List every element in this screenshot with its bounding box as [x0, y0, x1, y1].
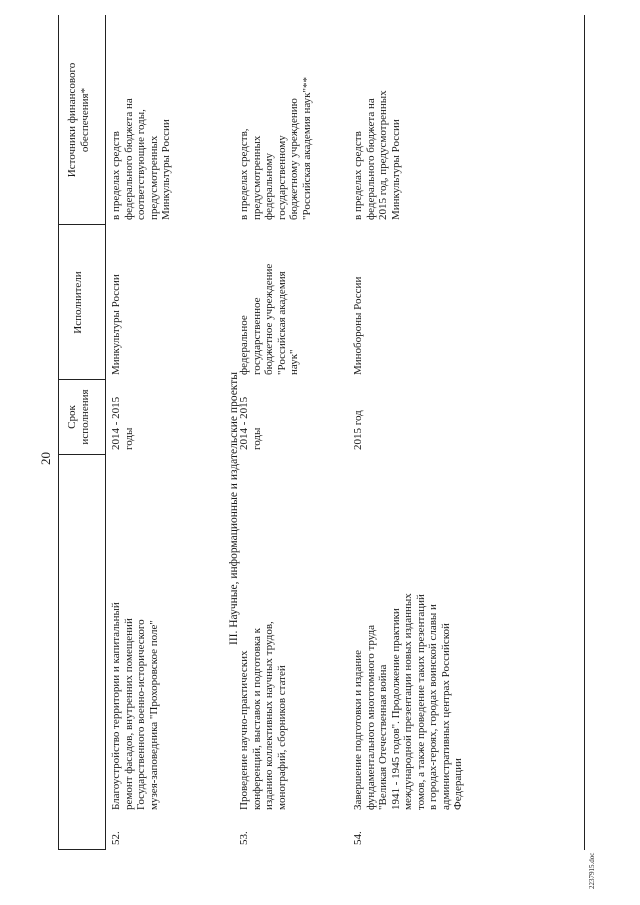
- row-term: 2014 - 2015 годы: [110, 396, 135, 450]
- row-executor: федеральное государственное бюджетное учреждение "Российская академия наук": [238, 263, 300, 375]
- row-term: 2015 год: [352, 410, 364, 450]
- header-sources: Источники финансового обеспечения*: [66, 62, 91, 178]
- row-number: 53.: [238, 831, 250, 845]
- col-divider: [58, 454, 105, 455]
- col-divider: [58, 849, 105, 850]
- section-title: III. Научные, информационные и издательские проекты: [228, 372, 240, 645]
- row-executor: Минкультуры России: [110, 274, 122, 375]
- row-source: в пределах средств федерального бюджета на соответствующие годы, предусмотренных Минкультуры России: [110, 98, 172, 220]
- page-number: 20: [38, 452, 53, 465]
- row-name: Завершение подготовки и издание фундаментального многотомного труда "Великая Отечественная война 1941 - 1945 годов". Продолжение практики международной презентации новых изданных томов, а также проведение таких презентаций в городах-героях, городах воинской славы и административных центрах Российской Федерации: [352, 593, 464, 810]
- footer-code: 2237915.doc: [588, 852, 596, 889]
- row-source: в пределах средств, предусмотренных федеральному государственному бюджетному учреждению "Российская академия наук"**: [238, 76, 313, 220]
- header-term: Срок исполнения: [66, 389, 91, 445]
- row-number: 52.: [110, 831, 122, 845]
- row-executor: Минобороны России: [352, 276, 364, 375]
- table-bottom-border: [584, 15, 585, 850]
- row-name: Благоустройство территории и капитальный ремонт фасадов, внутренних помещений Государственного военно-исторического музея-заповедника "Прохоровское поле": [110, 602, 160, 810]
- table-top-border: [58, 15, 59, 850]
- col-divider: [58, 379, 105, 380]
- header-executors: Исполнители: [72, 271, 84, 334]
- col-divider: [58, 224, 105, 225]
- row-source: в пределах средств федерального бюджета на 2015 год, предусмотренных Минкультуры России: [352, 90, 402, 220]
- header-bottom-border: [105, 15, 106, 850]
- row-number: 54.: [352, 831, 364, 845]
- row-name: Проведение научно-практических конференций, выставок и подготовка к изданию коллективных научных трудов, монографий, сборников статей: [238, 621, 288, 810]
- row-term: 2014 - 2015 годы: [238, 396, 263, 450]
